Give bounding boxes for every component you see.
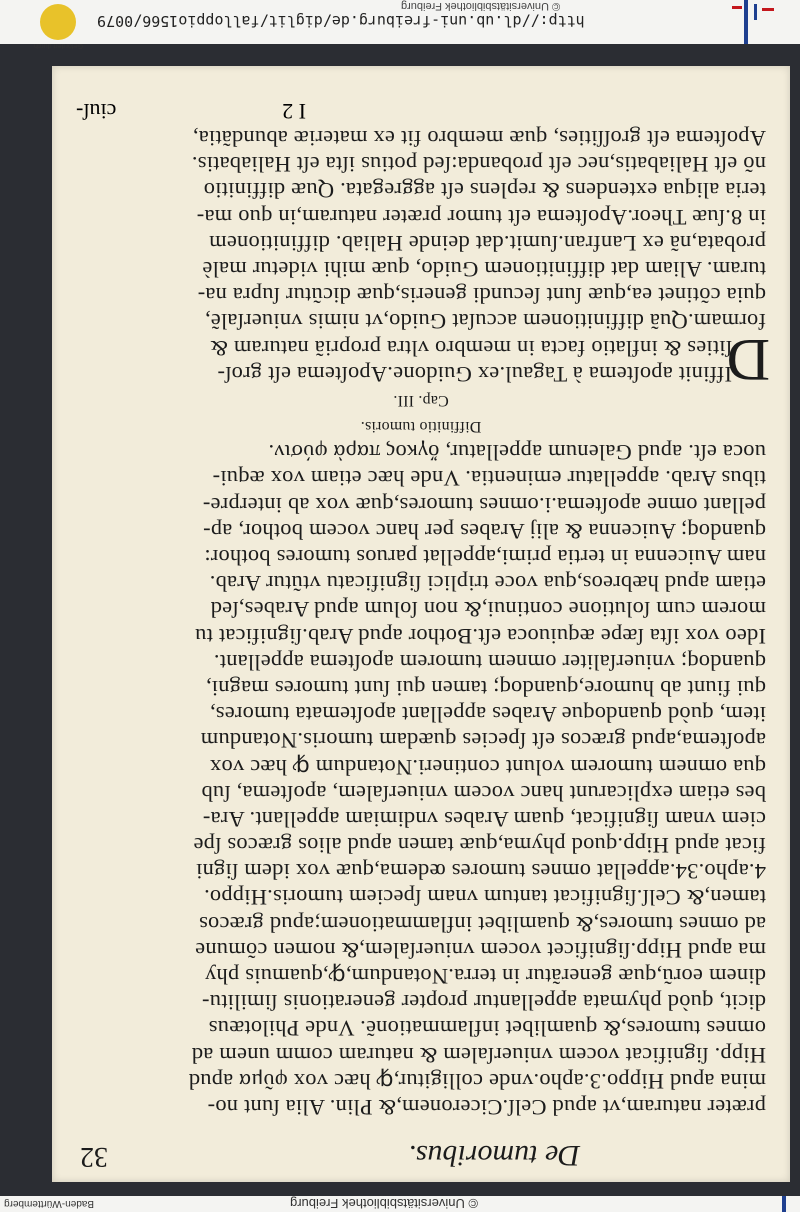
text-line: ſities & inflatio facta in membro vltra propriã naturam &: [210, 335, 732, 361]
text-line: item, quòd quandoque Arabes appellant apoſtemata tumores,: [209, 702, 766, 728]
text-line: tibus Arab. appellatur eminentia. Vnde hæc etiam vox æqui-: [212, 466, 766, 492]
text-line: dicit, quòd phymata appellantur propter generationis ſimilitu-: [201, 990, 766, 1016]
running-header: [80, 1132, 760, 1172]
text-line: apoſtema,apud græcos eſt ſpecies quædam tumoris.Notandum: [200, 728, 766, 754]
copyright-notice: © Universitätsbibliothek Freiburg: [400, 0, 560, 12]
footer-logo-bar: [782, 1196, 786, 1212]
state-label: Baden-Württemberg: [4, 1198, 95, 1209]
text-line: quandoq; Auicenna & alij Arabes per hanc vocem bothor, ap-: [202, 518, 766, 544]
page-content-rotated: [52, 66, 790, 1182]
source-url[interactable]: http://dl.ub.uni-freiburg.de/diglit/falloppio1566/0079: [97, 12, 585, 30]
text-line: quia cõtinet ea,quæ ſunt ſecundi generis,quæ dicũtur ſupra na-: [197, 283, 766, 309]
funder-logo: [34, 4, 84, 49]
funder-caption: Gefördert durch: [34, 42, 84, 49]
text-line: quandoq; vniuerſaliter omnem tumorem apoſtema appellant.: [213, 649, 766, 675]
text-line: uoca eſt. apud Galenum appellatur, ὄγκος παρὰ φύσιν.: [268, 440, 766, 466]
text-line: dinem eorũ,quæ generãtur in terra.Notandum,ꝙ,quamuis phy: [204, 964, 766, 990]
text-line: Iffinit apoſtema à Tagaul.ex Guidone.Apoſtema eſt groſ-: [217, 361, 732, 387]
text-line: ficat apud Hipp.quod phyma,quæ tamen apud alios græcos ſpe: [193, 833, 766, 859]
text-line: ad omnes tumores,& quamlibet inflammationem;apud græcos: [198, 911, 766, 937]
text-line: pellant omne apoſtema.i.omnes tumores,quæ vox ab interpre-: [202, 492, 766, 518]
text-line: tamen,& Celſ.ſignificat tantum vnam ſpeciem tumoris.Hippo.: [203, 885, 766, 911]
text-line: turam. Aliam dat diffinitionem Guido, quæ mihi videtur malè: [202, 257, 766, 282]
text-line: Hipp. ſignificat vocem vniuerſalem & naturam comm unem ad: [191, 1042, 766, 1068]
text-line: morem cum ſolutione continui,& non ſolum apud Arabes,ſed: [210, 597, 766, 623]
drop-cap: D: [726, 327, 770, 394]
page-number: 32: [80, 1141, 108, 1172]
text-line: in 8.ſuæ Theor.Apoſtema eſt tumor præter naturam,in quo ma-: [196, 204, 766, 230]
signature-mark: I 2: [282, 99, 306, 125]
margin-note: Diffinitio tumoris.: [360, 418, 482, 436]
text-line: probata,nã ex Lanfran.ſumit.dat deinde Haliab. diffinitionem: [208, 230, 766, 256]
text-line: teria aliqua extendens & replens eſt aggregata. Quæ diffinitio: [203, 178, 766, 204]
viewer-footer: [0, 1196, 800, 1212]
scanned-page: [52, 66, 790, 1182]
text-line: 4.apho.34.appellat omnes tumores œdema,quæ vox idem ſigni: [195, 859, 766, 885]
running-title: De tumoribus.: [408, 1139, 580, 1172]
library-logo: [732, 0, 792, 44]
text-line: præter naturam,vt apud Celſ.Ciceronem,& Plin. Alia ſunt no-: [207, 1095, 766, 1120]
text-line: ciem vnam ſignificat, quam Arabes vndimiam appellant. Ara-: [202, 806, 766, 832]
text-line: ma apud Hipp.ſignificet vocem vniuerſalem,& nomen cõmune: [194, 937, 766, 963]
text-line: omnes tumores,& quamlibet inflammationẽ. Vnde Philotæus: [208, 1016, 766, 1042]
text-body: [76, 99, 770, 1120]
text-line: qui fiunt ab humore,quandoq; tamen qui ſunt tumores magni,: [205, 676, 766, 701]
text-line: formam.Quã diffinitionem accuſat Guido,vt nimis vniuerſalẽ,: [204, 309, 766, 335]
text-line: Apoſtema eſt groſſities, quæ membro fit ex materiæ abundãtia,: [192, 126, 766, 152]
text-line: nõ eſt Haliabatis,nec eſt probanda:ſed potius iſta eſt Haliabatis.: [191, 152, 766, 178]
chapter-heading: Cap. III.: [393, 391, 449, 409]
text-line: etiam apud hæbreos,qua voce triplici ſignificatu vtũtur Arab.: [209, 571, 766, 597]
text-line: qua omnem tumorem volunt contineri.Notandum ꝙ hæc vox: [209, 754, 766, 780]
text-line: mina apud Hippo.3.apho.vnde colligitur,ꝙ hæc vox φῦμα apud: [188, 1068, 766, 1094]
text-line: Ideo vox iſta ſæpe æquiuoca eſt.Bothor apud Arab.ſignificat tu: [194, 623, 766, 649]
catchword: ciuſ-: [76, 99, 117, 125]
viewer-toolbar: [0, 0, 800, 49]
text-line: bes etiam explicarunt hanc vocem vniuerſalem, apoſtema, ſub: [201, 780, 766, 806]
text-line: nam Auicenna in tertia primi,appellat paruos tumores bothor:: [204, 545, 766, 571]
footer-notice: © Universitätsbibliothek Freiburg: [290, 1196, 479, 1211]
